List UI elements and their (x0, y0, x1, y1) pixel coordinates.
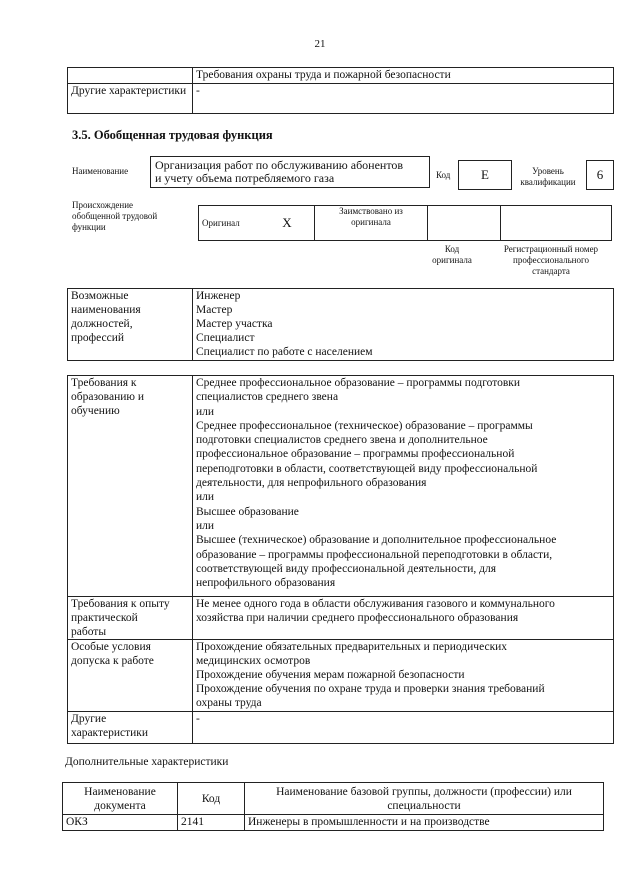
list-item: Мастер участка (196, 318, 273, 330)
top-table-row1: Требования охраны труда и пожарной безопасности (193, 68, 614, 84)
list-item: Инженер (196, 290, 241, 302)
code-value: E (458, 160, 512, 190)
additional-title: Дополнительные характеристики (65, 756, 229, 768)
origin-label: Происхождение обобщенной трудовой функции (72, 200, 158, 232)
name-label: Наименование (72, 166, 129, 176)
reg-number-cell (501, 206, 612, 241)
other-label: Другие характеристики (68, 712, 193, 744)
borrowed-label: Заимствовано из оригинала (315, 206, 428, 241)
cell-document: ОКЗ (63, 815, 178, 831)
cell-code: 2141 (178, 815, 245, 831)
positions-list (193, 289, 614, 361)
code-label: Код (436, 170, 451, 180)
origin-table (198, 205, 612, 241)
header-document: Наименование документа (63, 783, 178, 815)
list-item: Специалист (196, 332, 255, 344)
code-original-caption: Код оригинала (432, 244, 472, 265)
name-value-line-2: и учету объема потребляемого газа (155, 171, 335, 185)
cell-group: Инженеры в промышленности и на производстве (245, 815, 604, 831)
original-label: Оригинал (199, 206, 261, 241)
positions-label: Возможные наименования должностей, профессий (68, 289, 193, 361)
header-group: Наименование базовой группы, должности (профессии) или специальности (245, 783, 604, 815)
original-mark: X (260, 206, 315, 241)
code-original-cell (428, 206, 501, 241)
reg-number-caption: Регистрационный номер профессионального стандарта (503, 244, 599, 276)
experience-label: Требования к опыту практической работы (68, 597, 193, 640)
list-item: Специалист по работе с населением (196, 346, 373, 358)
page-number: 21 (314, 38, 326, 50)
top-table-row2-label: Другие характеристики (68, 84, 193, 114)
requirements-table (67, 375, 614, 744)
header-code: Код (178, 783, 245, 815)
table-row (63, 815, 604, 831)
name-value-line-1: Организация работ по обслуживанию абонентов (155, 158, 404, 172)
additional-table (62, 782, 604, 831)
other-value: - (193, 712, 614, 744)
section-title: 3.5. Обобщенная трудовая функция (72, 128, 273, 142)
level-label: Уровень квалификации (520, 166, 576, 187)
list-item: Мастер (196, 304, 233, 316)
name-box (150, 156, 430, 188)
education-value: Среднее профессиональное образование – программы подготовки специалистов среднего звена или Среднее профессиональное (техническое) образование – программы подготовки специалистов среднего звена и дополнительное профессиональное образование – программы профессиональной переподготовки в области, соответствующей виду профессиональной деятельности, для непрофильного образования или Высшее образование или Высшее (техническое) образование и дополнительное профессиональное образование – программы профессиональной переподготовки в области, соответствующей виду профессиональной деятельности, для непрофильного образования (193, 376, 614, 597)
top-table-row2-value: - (193, 84, 614, 114)
conditions-label: Особые условия допуска к работе (68, 640, 193, 712)
conditions-value: Прохождение обязательных предварительных и периодических медицинских осмотров Прохождение обучения мерам пожарной безопасности Прохождение обучения по охране труда и проверки знания требований охраны труда (193, 640, 614, 712)
top-table (67, 67, 614, 114)
level-value: 6 (586, 160, 614, 190)
positions-table (67, 288, 614, 361)
experience-value: Не менее одного года в области обслуживания газового и коммунального хозяйства при наличии среднего профессионального образования (193, 597, 614, 640)
education-label: Требования к образованию и обучению (68, 376, 193, 597)
